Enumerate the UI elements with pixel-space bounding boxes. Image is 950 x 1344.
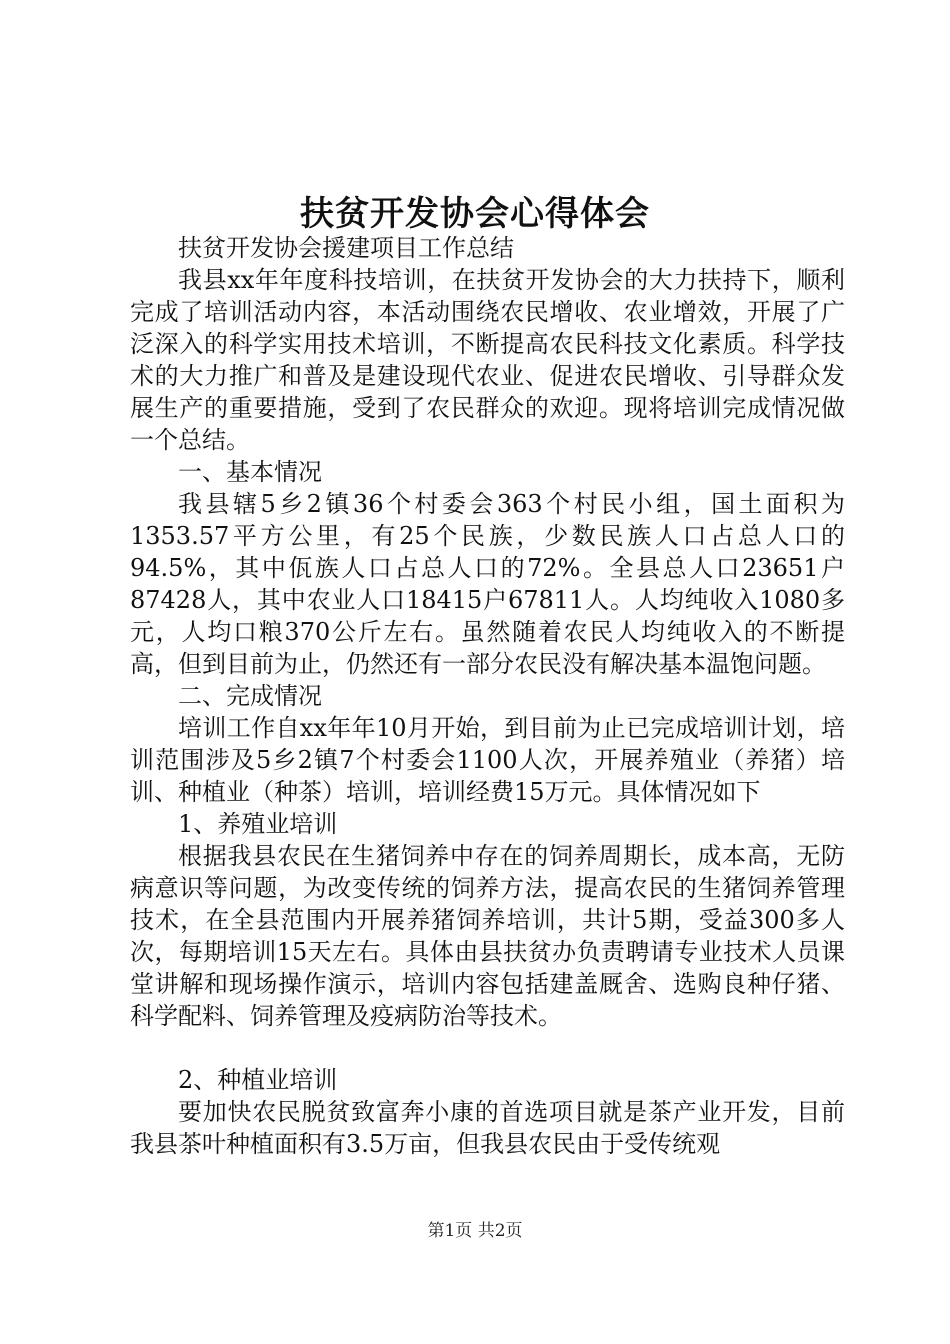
breeding-paragraph: 根据我县农民在生猪饲养中存在的饲养周期长，成本高，无防病意识等问题，为改变传统的饲养方法，提高农民的生猪饲养管理技术，在全县范围内开展养猪饲养培训，共计5期，受益300多人次，每期培训15天左右。具体由县扶贫办负责聘请专业技术人员课堂讲解和现场操作演示，培训内容包括建盖厩舍、选购良种仔猪、科学配料、饲养管理及疫病防治等技术。 — [130, 842, 845, 1030]
section-heading-completion: 二、完成情况 — [178, 682, 322, 710]
intro-paragraph: 我县xx年年度科技培训，在扶贫开发协会的大力扶持下，顺利完成了培训活动内容，本活动围绕农民增收、农业增效，开展了广泛深入的科学实用技术培训，不断提高农民科技文化素质。科学技术的大力推广和普及是建设现代农业、促进农民增收、引导群众发展生产的重要措施，受到了农民群众的欢迎。现将培训完成情况做一个总结。 — [130, 266, 845, 454]
subsection-heading-planting: 2、种植业培训 — [178, 1066, 338, 1094]
paragraph-spacer — [130, 1032, 845, 1064]
document-title: 扶贫开发协会心得体会 — [300, 194, 650, 234]
subsection-heading-breeding: 1、养殖业培训 — [178, 810, 338, 838]
page-footer: 第1页 共2页 — [427, 1221, 523, 1241]
subtitle-paragraph: 扶贫开发协会援建项目工作总结 — [178, 234, 514, 262]
section-heading-basic: 一、基本情况 — [178, 458, 322, 486]
basic-situation-paragraph: 我县辖5乡2镇36个村委会363个村民小组，国土面积为1353.57平方公里，有25个民族，少数民族人口占总人口的94.5%，其中佤族人口占总人口的72%。全县总人口23651户87428人，其中农业人口18415户67811人。人均纯收入1080多元，人均口粮370公斤左右。虽然随着农民人均纯收入的不断提高，但到目前为止，仍然还有一部分农民没有解决基本温饱问题。 — [130, 490, 845, 678]
document-body — [130, 232, 845, 1160]
planting-paragraph: 要加快农民脱贫致富奔小康的首选项目就是茶产业开发，目前我县茶叶种植面积有3.5万亩，但我县农民由于受传统观 — [130, 1098, 845, 1158]
completion-paragraph: 培训工作自xx年年10月开始，到目前为止已完成培训计划，培训范围涉及5乡2镇7个村委会1100人次，开展养殖业（养猪）培训、种植业（种茶）培训，培训经费15万元。具体情况如下 — [130, 714, 845, 806]
